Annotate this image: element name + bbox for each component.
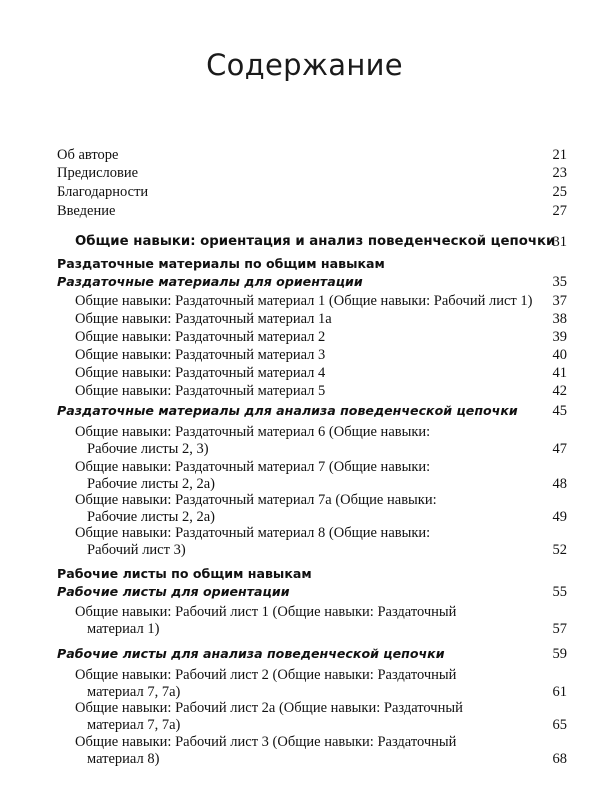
toc-entry-item bbox=[57, 346, 567, 364]
toc-entry-title: Общие навыки: Раздаточный материал 7 (Общие навыки: bbox=[75, 459, 431, 475]
toc-page-number: 25 bbox=[552, 184, 567, 200]
toc-entry-title: Общие навыки: Раздаточный материал 2 bbox=[75, 329, 326, 345]
toc-entry-item bbox=[57, 733, 567, 751]
toc-entry-item bbox=[57, 423, 567, 441]
toc-entry-title: Рабочие листы 2, 2а) bbox=[87, 476, 216, 492]
toc-page-number: 45 bbox=[552, 403, 567, 419]
toc-entry-item bbox=[57, 382, 567, 400]
toc-entry-title: Общие навыки: Рабочий лист 3 (Общие навыки: Раздаточный bbox=[75, 734, 457, 750]
toc-entry-section bbox=[57, 255, 567, 273]
toc-entry-item bbox=[57, 524, 567, 542]
toc-entry-title: Рабочий лист 3) bbox=[87, 542, 186, 558]
toc-entry-cont bbox=[57, 750, 567, 768]
toc-entry-item bbox=[57, 491, 567, 509]
toc-page-number: 37 bbox=[552, 293, 567, 309]
toc-page-number: 59 bbox=[552, 646, 567, 662]
toc-entry-title: Общие навыки: Раздаточный материал 1 (Общие навыки: Рабочий лист 1) bbox=[75, 293, 533, 309]
toc-entry-item bbox=[57, 292, 567, 310]
toc-entry-item bbox=[57, 364, 567, 382]
toc-entry-cont bbox=[57, 716, 567, 734]
toc-entry-sub bbox=[57, 402, 567, 420]
toc-entry-title: материал 7, 7а) bbox=[87, 717, 181, 733]
toc-page-number: 49 bbox=[552, 509, 567, 525]
toc-entry-title: Общие навыки: Рабочий лист 2а (Общие навыки: Раздаточный bbox=[75, 700, 463, 716]
toc-entry-title: Раздаточные материалы по общим навыкам bbox=[57, 256, 385, 271]
toc-entry-front bbox=[57, 202, 567, 220]
toc-page-number: 39 bbox=[552, 329, 567, 345]
page-title: Содержание bbox=[206, 48, 403, 82]
toc-entry-title: материал 8) bbox=[87, 751, 160, 767]
toc-entry-item bbox=[57, 310, 567, 328]
toc-page-number: 65 bbox=[552, 717, 567, 733]
toc-entry-item bbox=[57, 458, 567, 476]
toc-page-number: 31 bbox=[552, 234, 567, 250]
toc-entry-title: Общие навыки: Раздаточный материал 8 (Общие навыки: bbox=[75, 525, 431, 541]
toc-entry-title: Введение bbox=[57, 203, 116, 219]
toc-page-number: 48 bbox=[552, 476, 567, 492]
toc-page-number: 23 bbox=[552, 165, 567, 181]
toc-entry-front bbox=[57, 183, 567, 201]
toc-entry-title: Об авторе bbox=[57, 147, 119, 163]
toc-entry-title: Общие навыки: Рабочий лист 1 (Общие навыки: Раздаточный bbox=[75, 604, 457, 620]
toc-entry-front bbox=[57, 164, 567, 182]
toc-page-number: 35 bbox=[552, 274, 567, 290]
toc-entry-item bbox=[57, 666, 567, 684]
toc-entry-title: Общие навыки: Раздаточный материал 7а (Общие навыки: bbox=[75, 492, 437, 508]
toc-entry-sub bbox=[57, 583, 567, 601]
toc-page-number: 42 bbox=[552, 383, 567, 399]
toc-page-number: 55 bbox=[552, 584, 567, 600]
toc-entry-item bbox=[57, 328, 567, 346]
toc-entry-title: Предисловие bbox=[57, 165, 139, 181]
toc-page-number: 52 bbox=[552, 542, 567, 558]
toc-page-number: 57 bbox=[552, 621, 567, 637]
toc-entry-title: Рабочие листы по общим навыкам bbox=[57, 566, 312, 581]
toc-entry-sub bbox=[57, 645, 567, 663]
toc-entry-title: Общие навыки: ориентация и анализ поведенческой цепочки bbox=[75, 234, 556, 249]
toc-page-number: 68 bbox=[552, 751, 567, 767]
toc-entry-title: Рабочие листы для ориентации bbox=[57, 584, 290, 599]
toc-entry-title: Рабочие листы 2, 3) bbox=[87, 441, 209, 457]
toc-page-number: 38 bbox=[552, 311, 567, 327]
toc-entry-title: Общие навыки: Рабочий лист 2 (Общие навыки: Раздаточный bbox=[75, 667, 457, 683]
toc-entry-title: Рабочие листы 2, 2а) bbox=[87, 509, 216, 525]
toc-entry-title: материал 7, 7а) bbox=[87, 684, 181, 700]
toc-entry-chapter bbox=[57, 233, 567, 251]
toc-entry-sub bbox=[57, 273, 567, 291]
toc-page-number: 41 bbox=[552, 365, 567, 381]
toc-entry-title: Благодарности bbox=[57, 184, 149, 200]
toc-page-number: 21 bbox=[552, 147, 567, 163]
toc-entry-cont bbox=[57, 620, 567, 638]
toc-page-number: 40 bbox=[552, 347, 567, 363]
toc-entry-title: Общие навыки: Раздаточный материал 6 (Общие навыки: bbox=[75, 424, 431, 440]
toc-entry-front bbox=[57, 146, 567, 164]
toc-entry-title: Рабочие листы для анализа поведенческой цепочки bbox=[57, 646, 445, 661]
toc-entry-title: Раздаточные материалы для анализа поведенческой цепочки bbox=[57, 403, 518, 418]
toc-entry-item bbox=[57, 699, 567, 717]
toc-entry-item bbox=[57, 603, 567, 621]
toc-entry-section bbox=[57, 565, 567, 583]
toc-page-number: 61 bbox=[552, 684, 567, 700]
toc-entry-title: Общие навыки: Раздаточный материал 5 bbox=[75, 383, 326, 399]
toc-entry-title: Общие навыки: Раздаточный материал 3 bbox=[75, 347, 326, 363]
toc-page-number: 47 bbox=[552, 441, 567, 457]
toc-entry-title: Раздаточные материалы для ориентации bbox=[57, 274, 363, 289]
toc-entry-cont bbox=[57, 440, 567, 458]
toc-entry-title: Общие навыки: Раздаточный материал 4 bbox=[75, 365, 326, 381]
toc-entry-title: материал 1) bbox=[87, 621, 160, 637]
toc-entry-title: Общие навыки: Раздаточный материал 1а bbox=[75, 311, 332, 327]
toc-entry-cont bbox=[57, 541, 567, 559]
toc-page-number: 27 bbox=[552, 203, 567, 219]
